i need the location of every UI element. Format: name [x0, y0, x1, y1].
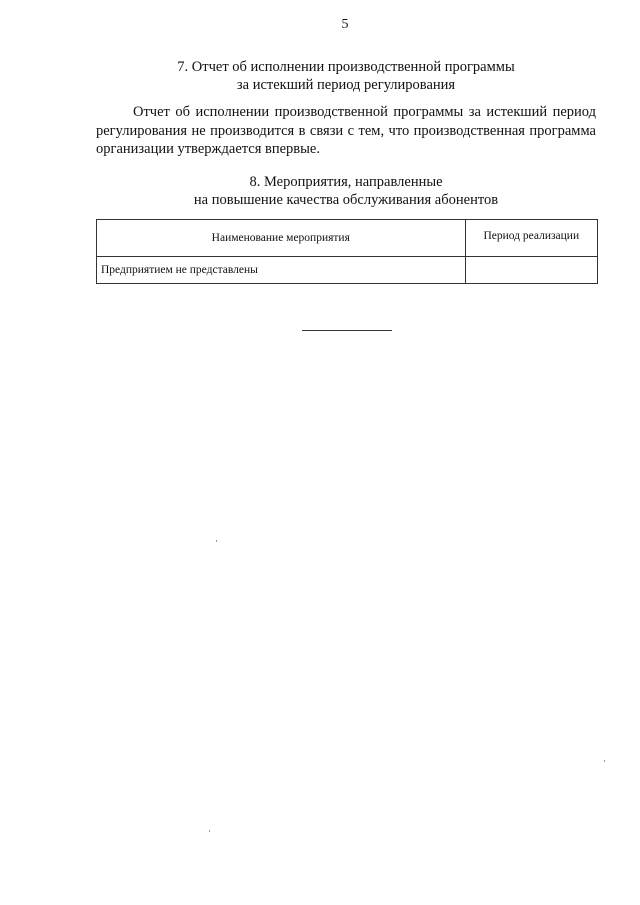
scan-speck: [209, 830, 210, 832]
cell-measure-name: Предприятием не представлены: [97, 257, 466, 284]
header-implementation-period: Период реализации: [465, 220, 597, 257]
cell-implementation-period: [465, 257, 597, 284]
table-header-row: [97, 220, 598, 257]
end-of-document-rule: [302, 330, 392, 331]
table-row: [97, 257, 598, 284]
section-7-title-line-1: 7. Отчет об исполнении производственной программы: [177, 59, 515, 75]
page-number: 5: [341, 17, 349, 32]
measures-table: [96, 219, 598, 284]
section-8-title: [96, 173, 596, 209]
section-7-paragraph: Отчет об исполнении производственной программы за истекший период регулирования не производится в связи с тем, что производственная программа организации утверждается впервые.: [96, 104, 596, 157]
section-7-title-line-2: за истекший период регулирования: [236, 77, 456, 93]
section-8-title-line-1: 8. Мероприятия, направленные: [249, 174, 443, 190]
section-8-title-line-2: на повышение качества обслуживания абонентов: [193, 192, 499, 208]
section-7-title: [96, 58, 596, 94]
scan-speck: [604, 760, 605, 762]
header-measure-name: Наименование мероприятия: [97, 220, 466, 257]
scan-speck: [216, 540, 217, 542]
